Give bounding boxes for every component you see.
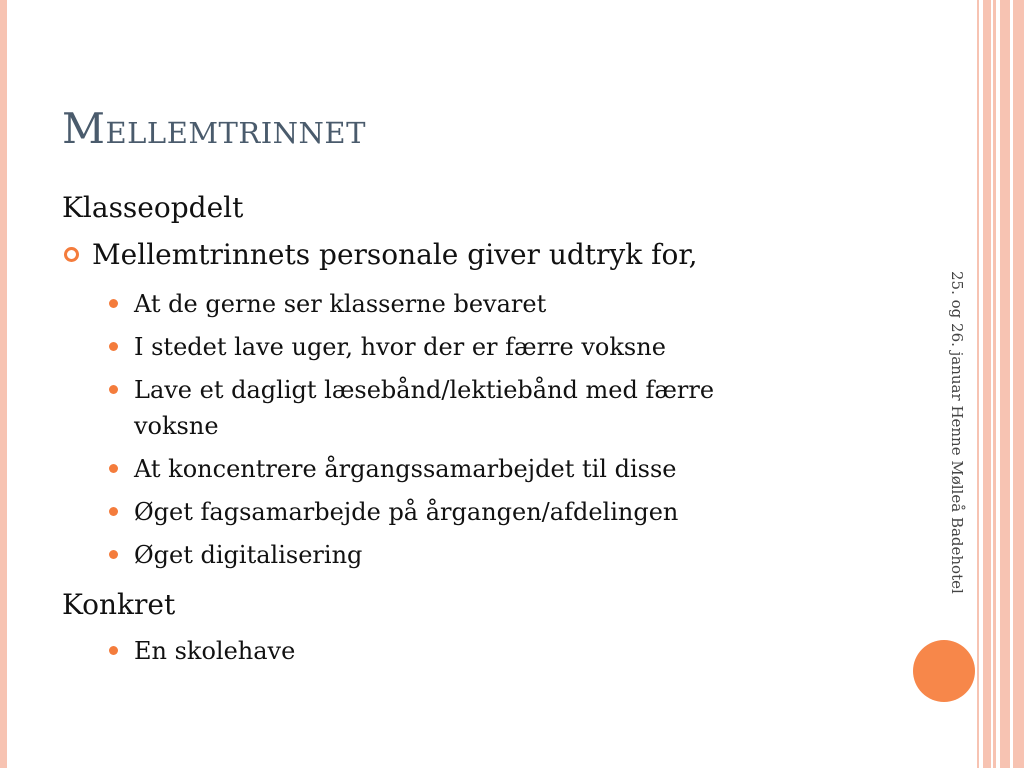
right-stripe — [977, 0, 979, 768]
dot-bullet-icon — [109, 646, 118, 655]
dot-bullet-icon — [109, 507, 118, 516]
dot-bullet-icon — [109, 299, 118, 308]
list-item-text: Øget fagsamarbejde på årgangen/afdelingen — [134, 498, 679, 526]
dot-bullet-icon — [109, 464, 118, 473]
dot-bullet-icon — [109, 550, 118, 559]
left-border — [0, 0, 7, 768]
section-heading-klasseopdelt: Klasseopdelt — [62, 191, 244, 224]
vertical-footer-text: 25. og 26. januar Henne Mølleå Badehotel — [948, 271, 966, 594]
list-item-text: En skolehave — [134, 637, 296, 665]
list-item — [62, 286, 842, 322]
dot-bullet-icon — [109, 342, 118, 351]
slide-body — [62, 188, 842, 681]
list-item — [62, 537, 842, 573]
sub-bullet-list — [62, 286, 842, 573]
slide-title: Mellemtrinnet — [62, 104, 366, 153]
list-item-text: Øget digitalisering — [134, 541, 363, 569]
right-stripe — [983, 0, 991, 768]
list-item — [62, 451, 842, 487]
sub-bullet-list — [62, 633, 842, 669]
list-item — [62, 372, 774, 444]
ring-bullet-icon — [64, 247, 79, 262]
list-item-text: At koncentrere årgangssamarbejdet til disse — [134, 455, 677, 483]
right-stripe — [993, 0, 996, 768]
main-bullet — [62, 236, 842, 274]
dot-bullet-icon — [109, 385, 118, 394]
list-item — [62, 494, 842, 530]
right-stripe — [1013, 0, 1024, 768]
list-item — [62, 329, 842, 365]
list-item-text: Lave et dagligt læsebånd/lektiebånd med færre voksne — [134, 376, 715, 440]
list-item-text: I stedet lave uger, hvor der er færre voksne — [134, 333, 666, 361]
list-item-text: At de gerne ser klasserne bevaret — [134, 290, 547, 318]
list-item — [62, 633, 842, 669]
section-heading-konkret: Konkret — [62, 588, 176, 621]
right-stripe — [1000, 0, 1010, 768]
decorative-circle — [913, 640, 975, 702]
main-bullet-text: Mellemtrinnets personale giver udtryk for, — [92, 238, 698, 271]
